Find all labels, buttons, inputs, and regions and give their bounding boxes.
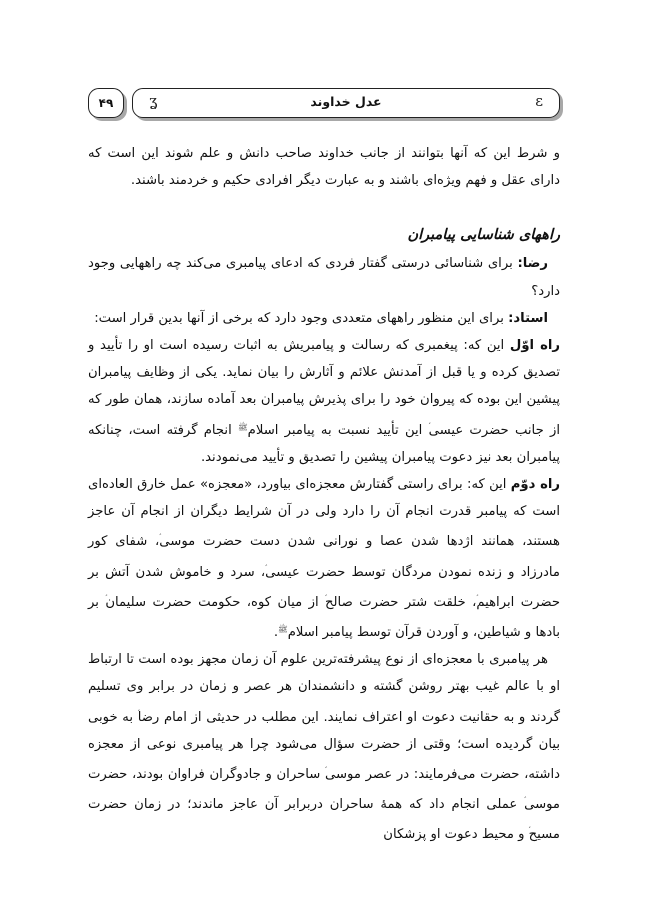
page-number: ۴۹	[98, 96, 114, 110]
paragraph-text: هر پیامبری با معجزه‌ای از نوع پیشرفته‌ترین علوم آن زمان مجهز بوده است تا ارتباط او با عالم غیب بهتر روشن گشته و دانشمندان هر عصر و زمان در برابر وی تسلیم گردند و به حقانیت دعوت او اعتراف نمایند. این مطلب در حدیثی از امام رضا	[88, 652, 560, 725]
paragraph-text: ساحران و جادوگران فراوان بودند، حضرت موسی	[88, 767, 560, 813]
intro-paragraph: و شرط این که آنها بتوانند از جانب خداوند صاحب دانش و علم شوند این است که دارای عقل و فهم ویژه‌ای باشند و به عبارت دیگر افرادی حکیم و خردمند باشند.	[88, 146, 560, 189]
ornament-right-icon: ɛ	[535, 92, 543, 110]
paragraph-text: عملی انجام داد که همهٔ ساحران دربرابر آن عاجز ماندند؛ در زمان حضرت مسیح	[88, 797, 560, 843]
page-header	[88, 88, 562, 118]
paragraph-text: و محیط دعوت او پزشکان	[383, 827, 529, 843]
paragraph-text: بر بادها و شیاطین، و آوردن قرآن توسط پیامبر اسلام	[88, 594, 560, 641]
dialogue-text: برای این منظور راههای متعددی وجود دارد که برخی از آنها بدین قرار است:	[94, 310, 504, 326]
paragraph-text: .	[273, 625, 279, 641]
section-heading: راههای شناسایی پیامبران	[407, 227, 560, 244]
paragraph-text: ، شفای کور مادرزاد و زنده نمودن مردگان توسط حضرت عیسی	[88, 534, 560, 580]
paragraph-text: این که: پیغمبری که رسالت و پیامبریش به اثبات رسیده است او را تأیید و تصدیق کرده و یا قبل از آمدنش علائم و آثارش را بیان نماید. یکی از وظایف پیامبران پیشین این بوده که پیروان خود را برای پذیرش پیامبران بعد آماده سازند، همان طور که از جانب حضرت عیسی	[88, 338, 560, 438]
page-number-badge	[88, 88, 124, 118]
running-title-box	[132, 88, 560, 118]
way-two-paragraph	[88, 471, 560, 646]
prophet-salutation-icon: ﷺ	[238, 422, 248, 432]
paragraph-text: به خوبی بیان گردیده است؛ وقتی از حضرت سؤال می‌شود چرا هر پیامبری نوعی از معجزه داشته، حضرت می‌فرمایند: در عصر موسی	[88, 709, 560, 783]
paragraph-text: ، خلقت شتر حضرت صالح	[325, 594, 477, 610]
ornament-left-icon: ʓ	[149, 92, 158, 110]
speaker-label: رضا:	[517, 256, 548, 272]
way-one-lead: راه اوّل	[509, 338, 561, 354]
way-two-lead: راه دوّم	[510, 477, 560, 493]
running-title: عدل خداوند	[310, 94, 382, 109]
speaker-label: استاد:	[508, 310, 548, 326]
dialogue-text: برای شناسائی درستی گفتار فردی که ادعای پیامبری می‌کند چه راههایی وجود دارد؟	[88, 256, 560, 299]
dialogue-reza	[88, 250, 560, 304]
paragraph-text: ، سرد و خاموش شدن آتش بر حضرت ابراهیم	[88, 564, 560, 610]
paragraph-text: این که: برای راستی گفتارش معجزه‌ای بیاورد، «معجزه» عمل خارق العاده‌ای است که پیامبر قدرت انجام آن را دارد ولی در آن شرایط دیگران از انجام آن عاجز هستند، همانند اژدها شدن عصا و نورانی شدن دست حضرت موسی	[88, 477, 560, 550]
closing-paragraph	[88, 646, 560, 848]
page-content	[88, 140, 560, 849]
dialogue-ostad	[88, 305, 560, 332]
way-one-paragraph	[88, 332, 560, 471]
paragraph-text: از میان کوه، حکومت حضرت سلیمان	[105, 594, 326, 610]
prophet-salutation-icon: ﷺ	[278, 625, 288, 635]
paragraph-text: انجام گرفته است، چنانکه پیامبران بعد نیز دعوت پیامبران پیشین را تصدیق و تأیید می‌نمودند.	[88, 422, 560, 465]
paragraph-text: این تأیید نسبت به پیامبر اسلام	[247, 422, 429, 438]
